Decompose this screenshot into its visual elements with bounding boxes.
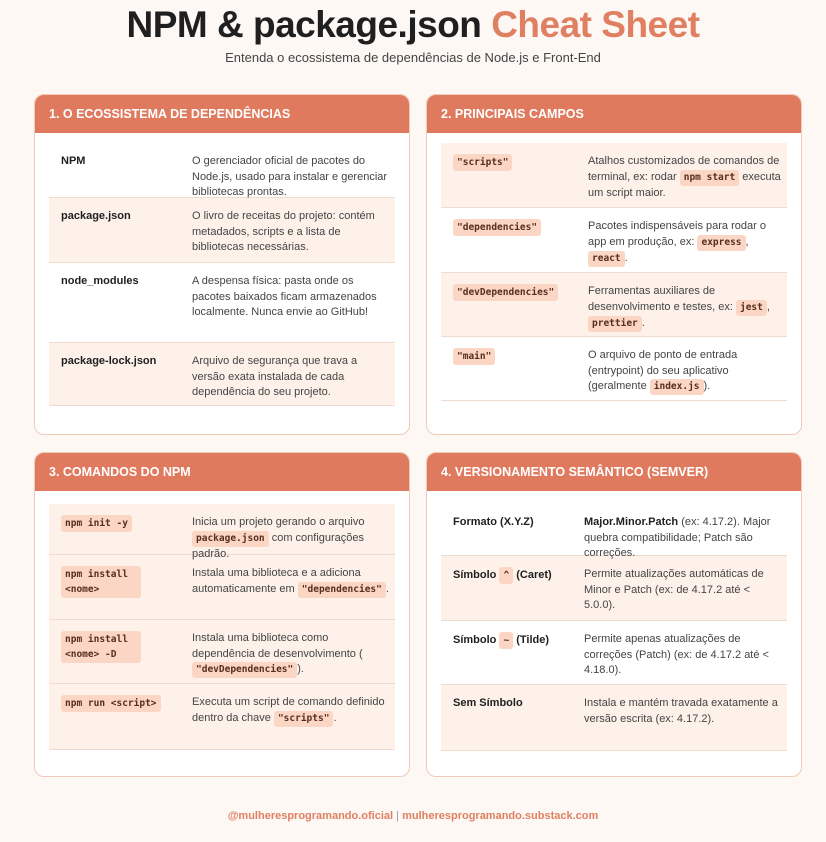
table-row [49,555,395,620]
code-snippet: "scripts" [274,711,333,727]
footer [0,810,826,822]
tilde-symbol: ~ [499,632,513,649]
field-description: Pacotes indispensáveis para rodar o app em produção, ex: express , react . [588,219,787,264]
table-row [441,337,787,401]
title-main: NPM & package.json [126,4,482,45]
code-snippet: "dependencies" [298,582,386,598]
term-label: NPM [61,155,86,167]
card-title: 1. O ECOSSISTEMA DE DEPENDÊNCIAS [35,95,409,133]
term-description: Arquivo de segurança que trava a versão exata instalada de cada dependência do seu projeto. [192,355,358,398]
semver-description: Major.Minor.Patch (ex: 4.17.2). Major quebra compatibilidade; Patch são correções. [584,516,771,559]
command-description: Instala uma biblioteca como dependência de desenvolvimento ("devDependencies" ). [192,631,395,675]
semver-description: Permite apenas atualizações de correções (Patch) (ex: de 4.17.2 até < 4.18.0). [584,633,769,676]
code-snippet: "devDependencies" [192,662,297,678]
title-accent: Cheat Sheet [491,4,700,45]
table-row [441,143,787,208]
field-key: "scripts" [453,154,512,171]
semver-description: Instala e mantém travada exatamente a versão escrita (ex: 4.17.2). [584,697,778,725]
code-snippet: react [588,251,625,267]
field-description: Atalhos customizados de comandos de terminal, ex: rodar npm start executa um script maior. [588,155,781,199]
command-code: npm run <script> [61,695,161,712]
command-code: npm install <nome> [61,566,141,598]
code-snippet: express [697,235,745,251]
table-row [49,263,395,343]
semver-label: Símbolo ^ (Caret) [453,567,584,612]
table-row [441,273,787,337]
field-description: O arquivo de ponto de entrada (entrypoint) do seu aplicativo (geralmente index.js ). [588,348,787,392]
term-description: A despensa física: pasta onde os pacotes baixados ficam armazenados localmente. Nunca envie ao GitHub! [192,275,377,318]
field-description: Ferramentas auxiliares de desenvolvimento e testes, ex: jest , prettier . [588,284,787,328]
semver-label: Símbolo ~ (Tilde) [453,632,584,676]
code-snippet: index.js [650,379,704,395]
semver-label: Sem Símbolo [453,697,523,709]
card-title: 3. COMANDOS DO NPM [35,453,409,491]
card-semver [426,452,802,777]
table-row [49,620,395,684]
term-label: package.json [61,210,131,222]
field-key: "dependencies" [453,219,541,236]
command-code: npm install <nome> -D [61,631,141,663]
code-snippet: package.json [192,531,269,547]
table-row [441,621,787,685]
page-subtitle: Entenda o ecossistema de dependências de Node.js e Front-End [225,50,601,65]
table-row [441,556,787,621]
footer-separator: | [396,810,399,822]
card-npm-commands [34,452,410,777]
code-snippet: jest [736,300,767,316]
table-row [441,685,787,751]
table-row [49,143,395,198]
card-title: 2. PRINCIPAIS CAMPOS [427,95,801,133]
caret-symbol: ^ [499,567,513,584]
semver-description: Permite atualizações automáticas de Minor e Patch (ex: de 4.17.2 até < 5.0.0). [584,568,764,611]
term-label: package-lock.json [61,355,157,367]
table-row [49,198,395,263]
command-code: npm init -y [61,515,132,532]
table-row [441,504,787,559]
card-title: 4. VERSIONAMENTO SEMÂNTICO (SEMVER) [427,453,801,491]
term-label: node_modules [61,275,139,287]
code-snippet: prettier [588,316,642,332]
command-description: Executa um script de comando definido dentro da chave "scripts" . [192,695,395,741]
field-key: "devDependencies" [453,284,558,301]
footer-instagram-link[interactable]: @mulheresprogramando.oficial [227,810,394,822]
term-description: O livro de receitas do projeto: contém metadados, scripts e a lista de bibliotecas necessárias. [192,210,375,253]
page-title [0,4,826,46]
table-row [441,208,787,273]
code-snippet: npm start [680,170,739,186]
footer-substack-link[interactable]: mulheresprogramando.substack.com [402,810,599,822]
card-ecosystem [34,94,410,435]
field-key: "main" [453,348,495,365]
semver-label: Formato (X.Y.Z) [453,516,534,528]
term-description: O gerenciador oficial de pacotes do Node.js, usado para instalar e gerenciar bibliotecas prontas. [192,155,388,198]
command-description: Inicia um projeto gerando o arquivo package.json com configurações padrão. [192,516,365,560]
command-description: Instala uma biblioteca e a adiciona automaticamente em "dependencies" . [192,566,395,611]
table-row [49,504,395,560]
table-row [49,684,395,750]
card-main-fields [426,94,802,435]
table-row [49,343,395,406]
